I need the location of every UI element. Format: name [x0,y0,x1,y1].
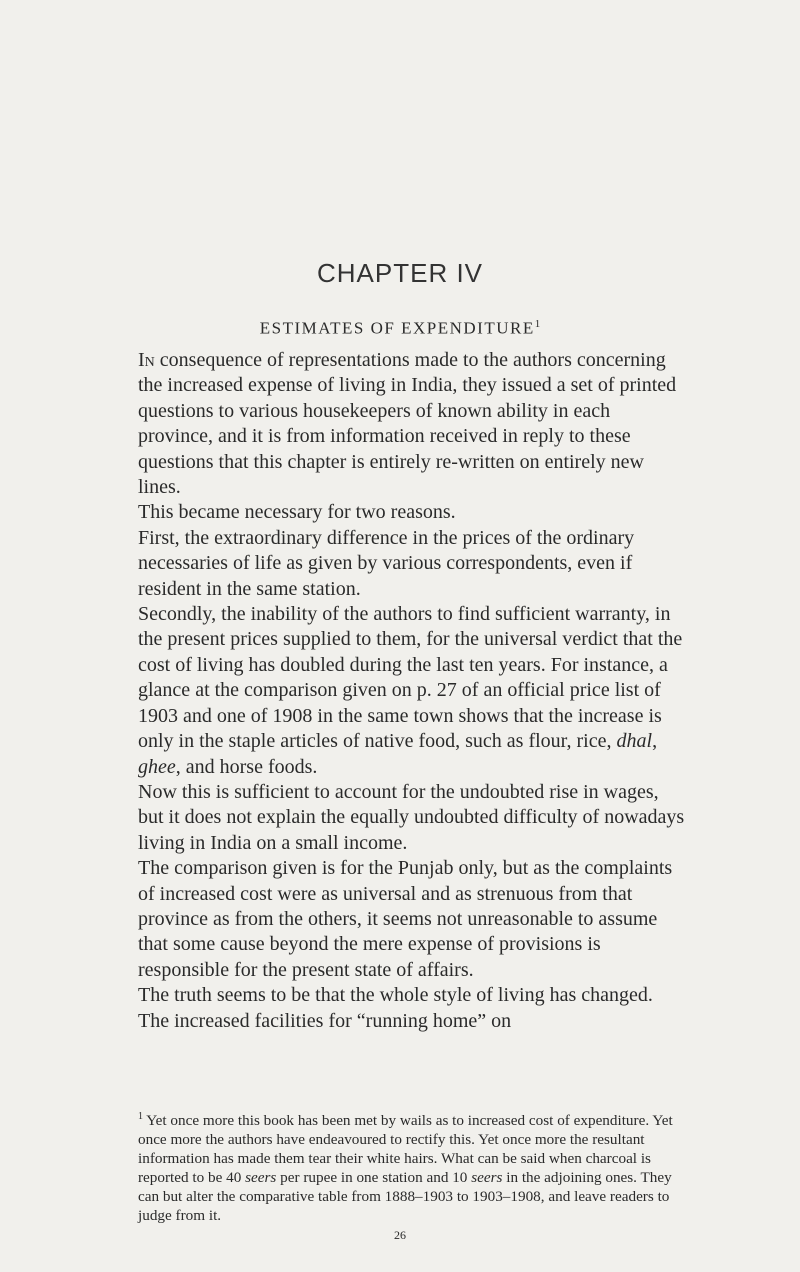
drop-word: In [138,349,155,371]
chapter-title: CHAPTER IV [316,258,484,288]
heading-text: ESTIMATES OF EXPENDITURE [259,318,535,338]
page-number: 26 [394,1228,406,1242]
term-seers-1: seers [245,1169,277,1187]
term-seers-2: seers [471,1169,503,1187]
footnote-mark: 1 [138,1111,143,1122]
paragraph-4-text-b: , and horse foods. [175,755,318,778]
term-dhal: dhal [616,730,653,753]
footnote [138,1107,688,1225]
section-heading [0,318,800,339]
paragraph-5: Now this is sufficient to account for the undoubted rise in wages, but it does not explain the equally undoubted difficulty of nowadays living in India on a small income. [138,780,685,854]
footnote-reference: 1 [534,318,541,330]
paragraph-4-comma: , [652,730,658,753]
term-ghee: ghee [138,755,176,778]
footnote-text-c: in the adjoining ones. They can but alter the comparative table from 1888–1903 to 1903–1908, and leave readers to judge from it. [138,1169,672,1225]
body-text [138,348,688,1034]
footnote-text-b: per rupee in one station and 10 [276,1169,472,1187]
paragraph-2: This became necessary for two reasons. [138,501,456,524]
paragraph-6: The comparison given is for the Punjab only, but as the complaints of increased cost were as universal and as strenuous from that province as from the others, it seems not unreasonable to assume that some cause beyond the mere expense of provisions is responsible for the present state of affairs. [138,857,673,981]
paragraph-1-text: consequence of representations made to the authors concerning the increased expense of living in India, they issued a set of printed questions to various housekeepers of known ability in each province, and it is from information received in reply to these questions that this chapter is entirely re-written on entirely new lines. [138,349,677,499]
footnote-text-a: Yet once more this book has been met by wails as to increased cost of expenditure. Yet once more the authors have endeavoured to rectify this. Yet once more the resultant information has made them tear their white hairs. What can be said when charcoal is reported to be 40 [138,1112,673,1187]
paragraph-4 [138,602,688,780]
paragraph-1 [138,348,688,500]
paragraph-4-text-a: Secondly, the inability of the authors to find sufficient warranty, in the present prices supplied to them, for the universal verdict that the cost of living has doubled during the last ten years. For instance, a glance at the comparison given on p. 27 of an official price list of 1903 and one of 1908 in the same town shows that the increase is only in the staple articles of native food, such as flour, rice, [138,603,683,753]
paragraph-7: The truth seems to be that the whole style of living has changed. The increased facilities for “running home” on [138,984,653,1032]
paragraph-3: First, the extraordinary difference in the prices of the ordinary necessaries of life as given by various correspondents, even if resident in the same station. [138,526,635,600]
footnote-text [138,1107,688,1225]
